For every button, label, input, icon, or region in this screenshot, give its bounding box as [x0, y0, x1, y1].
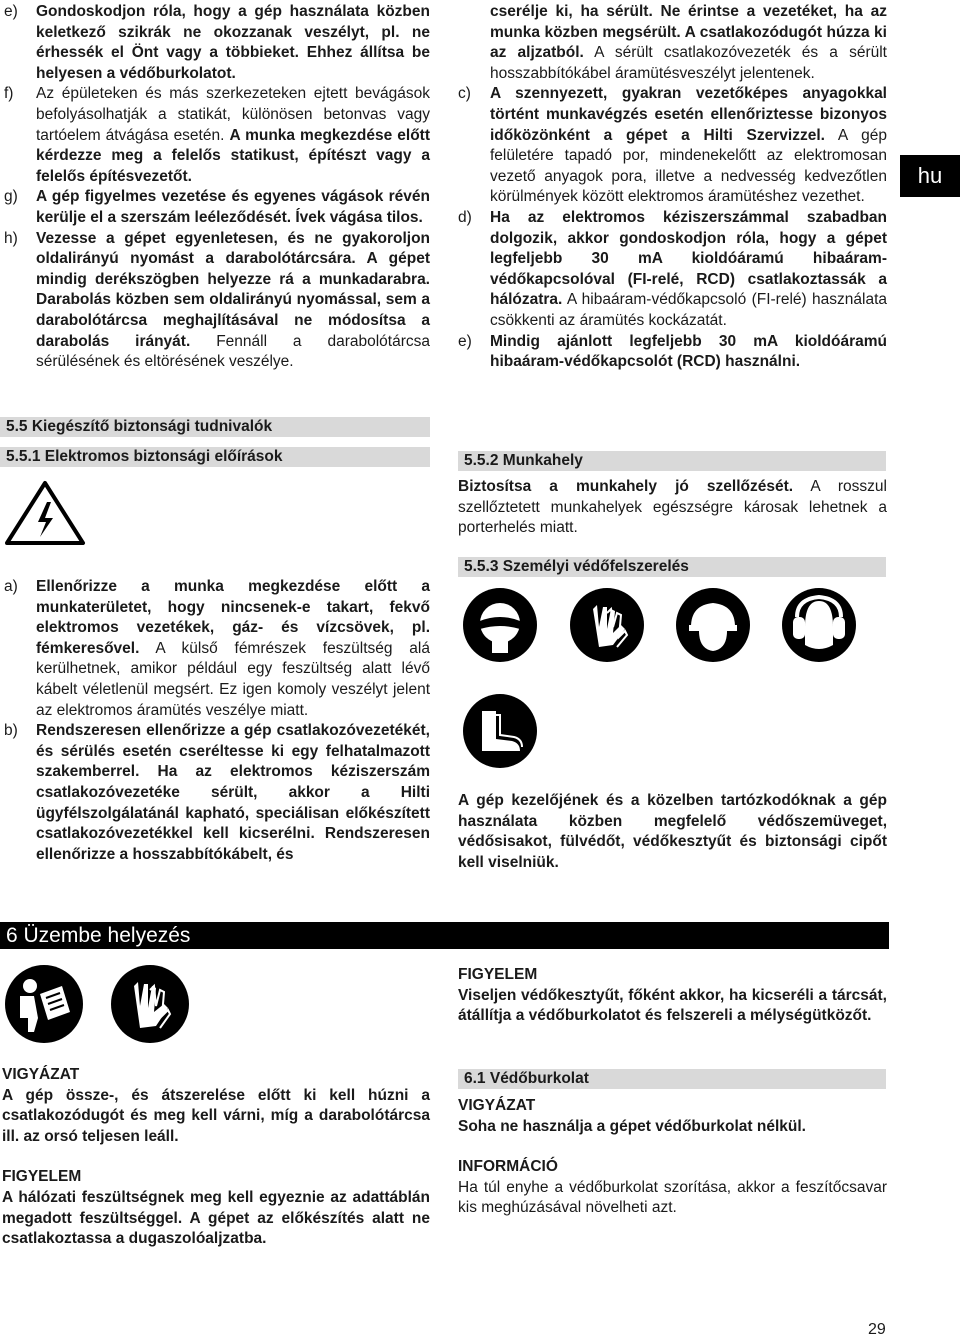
workplace-text: Biztosítsa a munkahely jó szellőzését. A rosszul szellőztetett munkahelyek egészségre károsak lehetnek a porterhelés miatt. — [458, 478, 887, 537]
note-title: FIGYELEM — [458, 966, 538, 983]
gloves-icon — [110, 964, 190, 1044]
section-heading: 6.1 Védőburkolat — [458, 1069, 886, 1089]
notes-left — [2, 1065, 430, 1250]
section-heading: 5.5.1 Elektromos biztonsági előírások — [0, 447, 430, 467]
safety-goggles-icon — [462, 587, 538, 663]
electric-hazard-icon — [4, 480, 86, 546]
note-text: A hálózati feszültségnek meg kell egyeznie az adattáblán megadott feszültséggel. A gépet az előkészítés alatt ne csatlakoztassa a dugaszolóaljzatba. — [2, 1188, 430, 1248]
page-number: 29 — [868, 1321, 886, 1338]
list-item: e) Gondoskodjon róla, hogy a gép használata közben keletkező szikrák ne okozzanak veszélyt, pl. ne érhessék el Önt vagy a többieket. Ehhez állítsa be helyesen a védőburkolatot. — [4, 3, 430, 82]
section-6-heading: 6 Üzembe helyezés — [0, 922, 889, 949]
ppe-text: A gép kezelőjének és a közelben tartózkodóknak a gép használata közben megfelelő védőszemüveget, védősisakot, fülvédőt, védőkesztyűt és biztonsági cipőt kell viselniük. — [458, 792, 887, 871]
list-item: d) Ha az elektromos kéziszerszámmal szabadban dolgozik, akkor gondoskodjon róla, hogy a gépet legfeljebb 30 mA kioldóáramú hibaáram-védőkapcsolóval (FI-relé, RCD) csatlakoztassák a hálózatra. A hibaáram-védőkapcsoló (FI-relé) használata csökkenti az áramütés kockázatát. — [458, 208, 887, 329]
left-column-bottom — [4, 577, 430, 865]
note-text: Ha túl enyhe a védőburkolat szorítása, akkor a feszítőcsavar kis meghúzásával növelheti azt. — [458, 1178, 887, 1217]
right-column-top — [458, 2, 887, 373]
note-text: Viseljen védőkesztyűt, főként akkor, ha kicseréli a tárcsát, átállítja a védőburkolatot és felszereli a mélységütközőt. — [458, 986, 887, 1025]
note-title: FIGYELEM — [2, 1168, 82, 1186]
note-title: VIGYÁZAT — [458, 1097, 536, 1114]
note-title: VIGYÁZAT — [2, 1066, 80, 1083]
note-title: INFORMÁCIÓ — [458, 1158, 558, 1176]
language-tab: hu — [900, 155, 960, 197]
list-item: h) Vezesse a gépet egyenletesen, és ne gyakoroljon oldalirányú nyomást a darabolótárcsára. A gépet mindig derékszögben helyezze rá a munkadarabra. Darabolás közben sem oldalirányú nyomással, sem a darabolótárcsa meghajlításával ne módosítsa a darabolás irányát. Fennáll a darabolótárcsa sérülésének és eltörésének veszélye. — [4, 229, 430, 371]
note-text: A gép össze-, és átszerelése előtt ki kell húzni a csatlakozódugót és meg kell várni, míg a darabolótárcsa ill. az orsó teljesen leáll. — [2, 1086, 430, 1145]
notes-right-top — [458, 965, 887, 1027]
list-item: e) Mindig ajánlott legfeljebb 30 mA kioldóáramú hibaáram-védőkapcsolót (RCD) használni. — [458, 332, 887, 371]
list-item: b) Rendszeresen ellenőrizze a gép csatlakozóvezetékét, és sérülés esetén cseréltesse ki egy felhatalmazott szakemberrel. Ha az elektromos kéziszerszám csatlakozóvezetéke sérült, akkor a Hilti ügyfélszolgálatánál kapható, speciálisan előkészített csatlakozóvezetékkel kell kicserélni. Rendszeresen ellenőrizze a hosszabbítókábelt, és — [4, 722, 430, 863]
gloves-icon — [569, 587, 645, 663]
section-heading: 5.5.3 Személyi védőfelszerelés — [458, 557, 886, 577]
list-item: f) Az épületeken és más szerkezeteken ejtett bevágások befolyásolhatják a statikát, különösen betonvas vagy tartóelem átvágása esetén. A munka megkezdése előtt kérdezze meg a felelős statikust, építészt vagy a felelős építésvezetőt. — [4, 85, 430, 185]
list-item: c) A szennyezett, gyakran vezetőképes anyagokkal történt munkavégzés esetén ellenőriztesse bizonyos időközönként a gépet a Hilti Szervizzel. A gép felületére tapadó por, mindenekelőtt az elektromosan vezető anyagok pora, illetve a nedvesség kedvezőtlen körülmények között elektromos áramütéshez vezethet. — [458, 85, 887, 206]
hard-hat-icon — [675, 587, 751, 663]
ear-protection-icon — [781, 587, 857, 663]
section-heading: 5.5.2 Munkahely — [458, 451, 886, 471]
left-column-top — [4, 2, 430, 373]
read-manual-icon — [4, 964, 84, 1044]
list-item: g) A gép figyelmes vezetése és egyenes vágások révén kerülje el a szerszám leéleződését. Ívek vágása tilos. — [4, 188, 430, 226]
note-text: Soha ne használja a gépet védőburkolat nélkül. — [458, 1117, 806, 1135]
list-item: a) Ellenőrizze a munka megkezdése előtt a munkaterületet, hogy nincsenek-e takart, fekvő elektromos vezetékek, gáz- és vízcsövek, pl. fémkeresővel. A külső fémrészek feszültség alá kerülhetnek, amikor például egy feszültség alatt lévő kábelt véletlenül megsért. Ez igen komoly veszélyt jelent az elektromos áramütés veszélye miatt. — [4, 578, 430, 719]
list-item: cserélje ki, ha sérült. Ne érintse a vezetéket, ha az munka közben megsérült. A csatlakozódugót húzza ki az aljzatból. A sérült csatlakozóvezeték és a sérült hosszabbítókábel áramütésveszélyt jelentenek. — [490, 3, 887, 82]
section-heading: 5.5 Kiegészítő biztonsági tudnivalók — [0, 417, 430, 437]
notes-right-bottom — [458, 1096, 887, 1219]
safety-boots-icon — [462, 693, 538, 769]
